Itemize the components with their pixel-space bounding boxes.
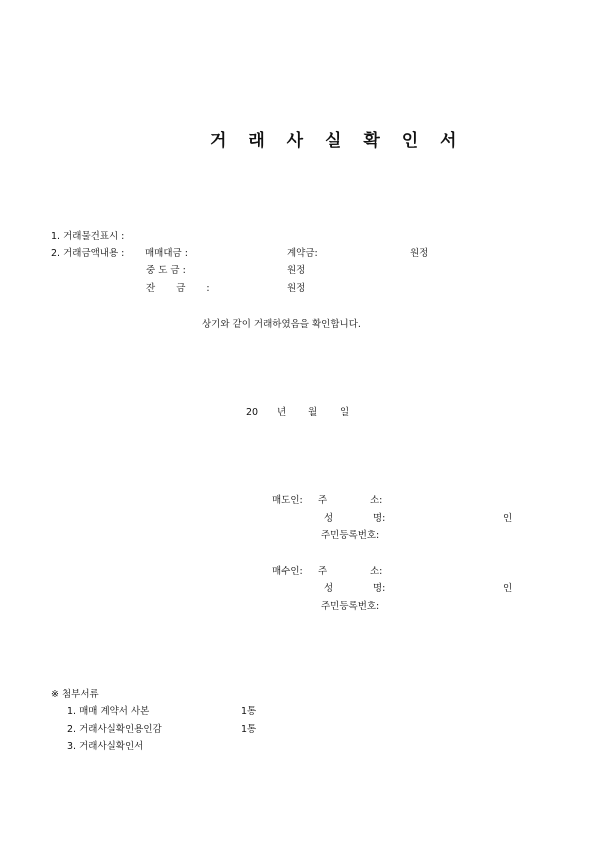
buyer-address-label-b: 소: <box>370 566 383 577</box>
contract-deposit-label: 계약금: <box>287 248 318 259</box>
seller-id-number-label: 주민등록번호: <box>321 530 380 541</box>
buyer-name-label-a: 성 <box>324 583 334 594</box>
buyer-seal-mark: 인 <box>503 583 513 594</box>
document-title: 거 래 사 실 확 인 서 <box>210 131 465 151</box>
balance-unit: 원정 <box>287 283 306 294</box>
date-year-prefix: 20 <box>246 407 259 418</box>
date-year: 년 <box>277 407 287 418</box>
attachment-item-label: 2. 거래사실확인용인감 <box>67 724 162 735</box>
item2-label: 2. 거래금액내용 : <box>51 248 125 259</box>
buyer-id-number-label: 주민등록번호: <box>321 601 380 612</box>
seller-address-label-b: 소: <box>370 495 383 506</box>
attachment-item-label: 1. 매매 계약서 사본 <box>67 706 150 717</box>
interim-payment-label: 중 도 금 : <box>146 265 186 276</box>
purchase-price-label: 매매대금 : <box>145 248 188 259</box>
balance-label: 잔 금 : <box>146 283 210 294</box>
seller-name-label-b: 명: <box>373 513 386 524</box>
attachment-item-count: 1통 <box>241 724 257 735</box>
buyer-name-label-b: 명: <box>373 583 386 594</box>
date-day: 일 <box>340 407 350 418</box>
item1-label: 1. 거래물건표시 : <box>51 231 125 242</box>
interim-payment-unit: 원정 <box>287 265 306 276</box>
attachment-item-label: 3. 거래사실확인서 <box>67 741 144 752</box>
date-month: 월 <box>308 407 318 418</box>
seller-label: 매도인: <box>272 495 303 506</box>
contract-deposit-unit: 원정 <box>410 248 429 259</box>
buyer-label: 매수인: <box>272 566 303 577</box>
buyer-address-label-a: 주 <box>318 566 328 577</box>
confirmation-text: 상기와 같이 거래하였음을 확인합니다. <box>202 319 361 330</box>
attachment-item-count: 1통 <box>241 706 257 717</box>
seller-address-label-a: 주 <box>318 495 328 506</box>
seller-name-label-a: 성 <box>324 513 334 524</box>
seller-seal-mark: 인 <box>503 513 513 524</box>
attachments-header: ※ 첨부서류 <box>51 689 99 700</box>
